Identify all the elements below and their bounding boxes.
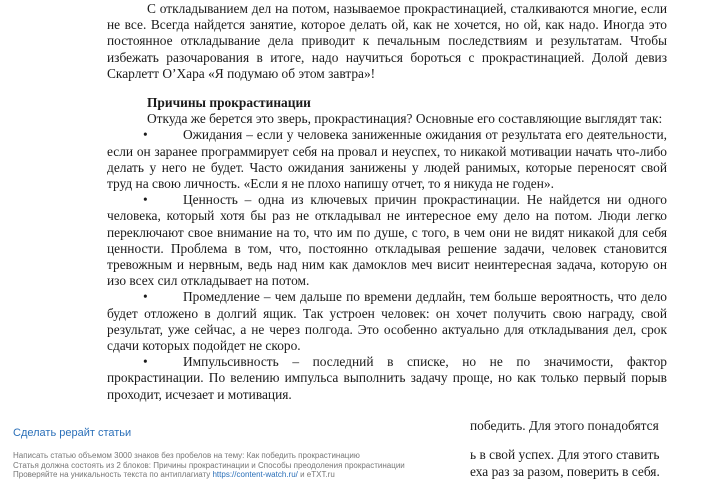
- plagiarism-check-link[interactable]: https://content-watch.ru/: [212, 470, 298, 480]
- bullet-text: Ценность – одна из ключевых причин прокрастинации. Не найдется ни одного человека, который хотя бы раз не откладывал не интересное ему дело на потом. Люди легко переключают свое внимание на то, что им по душе, с того, в чем они не видят никакой для себя ценности. Проблема в том, что, постоянно откладывая решение задачи, человек становится тревожным и нервным, ведь над ним как дамоклов меч висит неинтересная задача, которую он изо всех сил откладывает на потом.: [107, 192, 667, 289]
- bullet-text: Промедление – чем дальше по времени дедлайн, тем больше вероятность, что дело будет отложено в долгий ящик. Так устроен человек: он хочет получить свою награду, свой результат, уже сейчас, а не через полгода. Это особенно актуально для откладывания дел, срок сдачи которых подойдет не скоро.: [107, 289, 667, 354]
- task-overlay-panel: [0, 414, 468, 480]
- bullet-item: [107, 354, 667, 403]
- task-line-suffix: и eTXT.ru: [300, 470, 335, 480]
- rewrite-article-link[interactable]: Сделать рерайт статьи: [13, 427, 132, 439]
- bullet-marker: [107, 289, 183, 305]
- body-text-fragment: победить. Для этого понадобятся: [470, 418, 659, 433]
- bullet-item: [107, 127, 667, 192]
- body-text-fragment: ь в свой успех. Для этого ставить: [470, 447, 660, 462]
- intro-paragraph: С откладыванием дел на потом, называемое прокрастинацией, сталкиваются многие, если не все. Всегда найдется занятие, которое делать ой, как не хочется, но ой, как надо. Иногда это постоянное откладывание дела приводит к печальным последствиям и результатам. Чтобы избежать разочарования в итоге, надо научиться бороться с прокрастинацией. Долой девиз Скарлетт О’Хара «Я подумаю об этом завтра»!: [107, 1, 667, 81]
- document-body: [107, 0, 667, 433]
- bullet-item: [107, 289, 667, 354]
- bullet-item: [107, 192, 667, 289]
- task-line-prefix: Проверяйте на уникальность текста по антиплагиату: [13, 470, 211, 480]
- bullet-marker: [107, 354, 183, 370]
- bullet-text: Импульсивность – последний в списке, но не по значимости, фактор прокрастинации. По велению импульса выполнить задачу проще, но как только первый порыв проходит, исчезает и мотивация.: [107, 354, 667, 402]
- task-line: Статья должна состоять из 2 блоков: Причины прокрастинации и Способы преодоления прокрастинации: [13, 460, 405, 470]
- causes-lead: Откуда же берется это зверь, прокрастинация? Основные его составляющие выглядят так:: [147, 111, 663, 127]
- heading-causes: Причины прокрастинации: [147, 95, 311, 111]
- task-description: [13, 451, 405, 480]
- task-line: [13, 470, 405, 480]
- bullet-marker: [107, 192, 183, 208]
- bullet-text: Ожидания – если у человека заниженные ожидания от результата его деятельности, если он заранее программирует себя на провал и неуспех, то никакой мотивации начать что-либо делать у него не будет. Часто ожидания занижены у людей ранимых, которые переносят свой труд на свою личность. «Если я не плохо напишу отчет, то я никуда не годен».: [107, 127, 667, 192]
- body-text-fragment: еха раз за разом, поверить в себя.: [470, 464, 660, 479]
- task-line: Написать статью объемом 3000 знаков без пробелов на тему: Как победить прокрастинацию: [13, 451, 360, 460]
- bullet-marker: [107, 127, 183, 143]
